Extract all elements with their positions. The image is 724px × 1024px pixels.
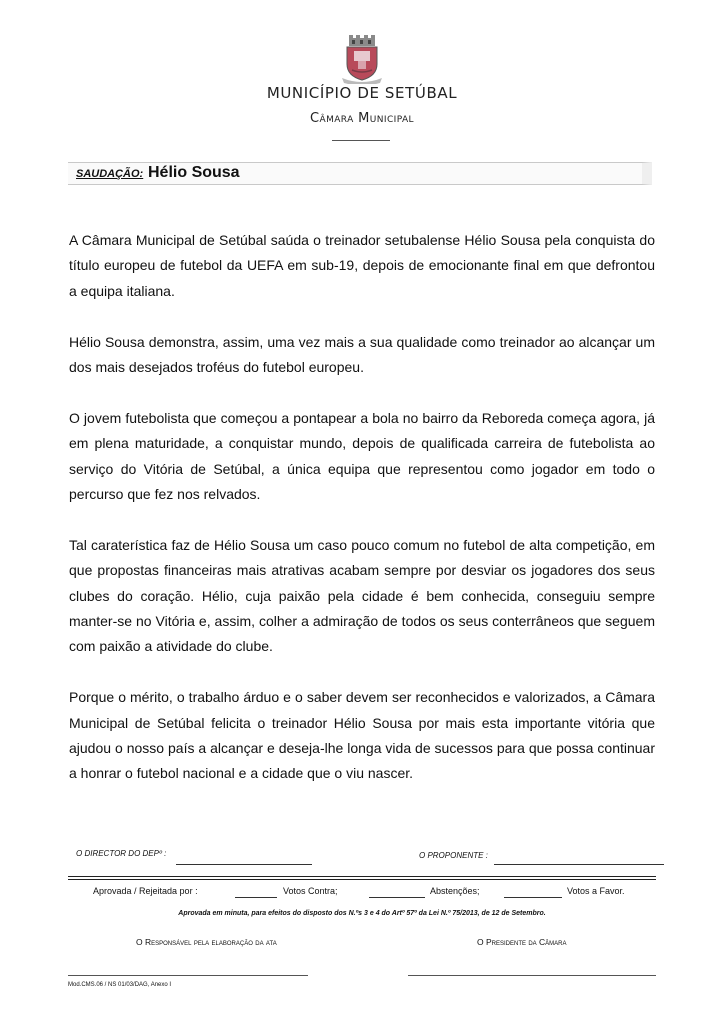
votes-against-line: [369, 897, 425, 898]
paragraph-5: Porque o mérito, o trabalho árduo e o saber devem ser reconhecidos e valorizados, a Câmara Municipal de Setúbal felicita o treinador Hélio Sousa por mais esta importante vitória que ajudou o nosso país a alcançar e deseja-lhe longa vida de sucessos para que possa continuar a honrar o futebol nacional e a cidade que o viu nascer.: [69, 689, 655, 782]
abstentions-line: [504, 897, 562, 898]
proponent-signature-line: [494, 864, 664, 865]
president-signature-line: [408, 975, 656, 976]
paragraph-1: A Câmara Municipal de Setúbal saúda o treinador setubalense Hélio Sousa pela conquista do título europeu de futebol da UEFA em sub-19, depois de emocionante final em que defrontou a equipa italiana.: [69, 232, 655, 299]
responsible-signature-line: [68, 975, 308, 976]
minutes-responsible-label: O Responsável pela elaboração da ata: [136, 937, 277, 947]
director-signature-line: [176, 864, 312, 865]
document-body: [69, 228, 655, 812]
municipal-coat-of-arms-icon: [340, 34, 384, 84]
header-divider: [332, 140, 390, 141]
director-label: O DIRECTOR DO DEPº :: [76, 849, 167, 858]
approval-rule-top: [68, 876, 656, 877]
paragraph-3: O jovem futebolista que começou a pontapear a bola no bairro da Reboreda começa agora, já em plena maturidade, a conquistar mundo, depois de qualificada carreira de futebolista ao serviço do Vitória de Setúbal, a única equipa que representou como jogador em todo o percurso que fez nos relvados.: [69, 409, 655, 503]
abstentions-label: Abstenções;: [430, 886, 480, 896]
chamber-president-label: O Presidente da Câmara: [477, 937, 567, 947]
approval-status-label: Aprovada / Rejeitada por :: [93, 886, 198, 896]
minute-approval-note: Aprovada em minuta, para efeitos do disposto dos N.ºs 3 e 4 do Artº 57º da Lei N.º 75/2013, de 12 de Setembro.: [178, 910, 546, 917]
proponent-label: O PROPONENTE :: [419, 851, 488, 860]
approval-rule-bottom: [68, 879, 656, 880]
subject-name: Hélio Sousa: [148, 164, 240, 181]
votes-against-label: Votos Contra;: [283, 886, 338, 896]
municipality-name: MUNICÍPIO DE SETÚBAL: [266, 84, 458, 102]
votes-for-label: Votos a Favor.: [567, 886, 625, 896]
paragraph-2: Hélio Sousa demonstra, assim, uma vez mais a sua qualidade como treinador ao alcançar um dos mais desejados troféus do futebol europeu.: [69, 333, 655, 376]
approval-status-line: [235, 897, 277, 898]
subject-label: SAUDAÇÃO:: [76, 168, 144, 180]
chamber-name: Câmara Municipal: [310, 111, 414, 126]
paragraph-4: Tal caraterística faz de Hélio Sousa um caso pouco comum no futebol de alta competição, em que propostas financeiras mais atrativas acabam sempre por desviar os jogadores dos seus clubes do coração. Hélio, cuja paixão pela cidade é bem conhecida, conseguiu sempre manter-se no Vitória e, assim, colher a admiração de todos os seus conterrâneos que seguem com paixão a atividade do clube.: [69, 536, 655, 655]
model-reference: Mod.CMS.06 / NS 01/03/DAG, Anexo I: [68, 982, 172, 988]
